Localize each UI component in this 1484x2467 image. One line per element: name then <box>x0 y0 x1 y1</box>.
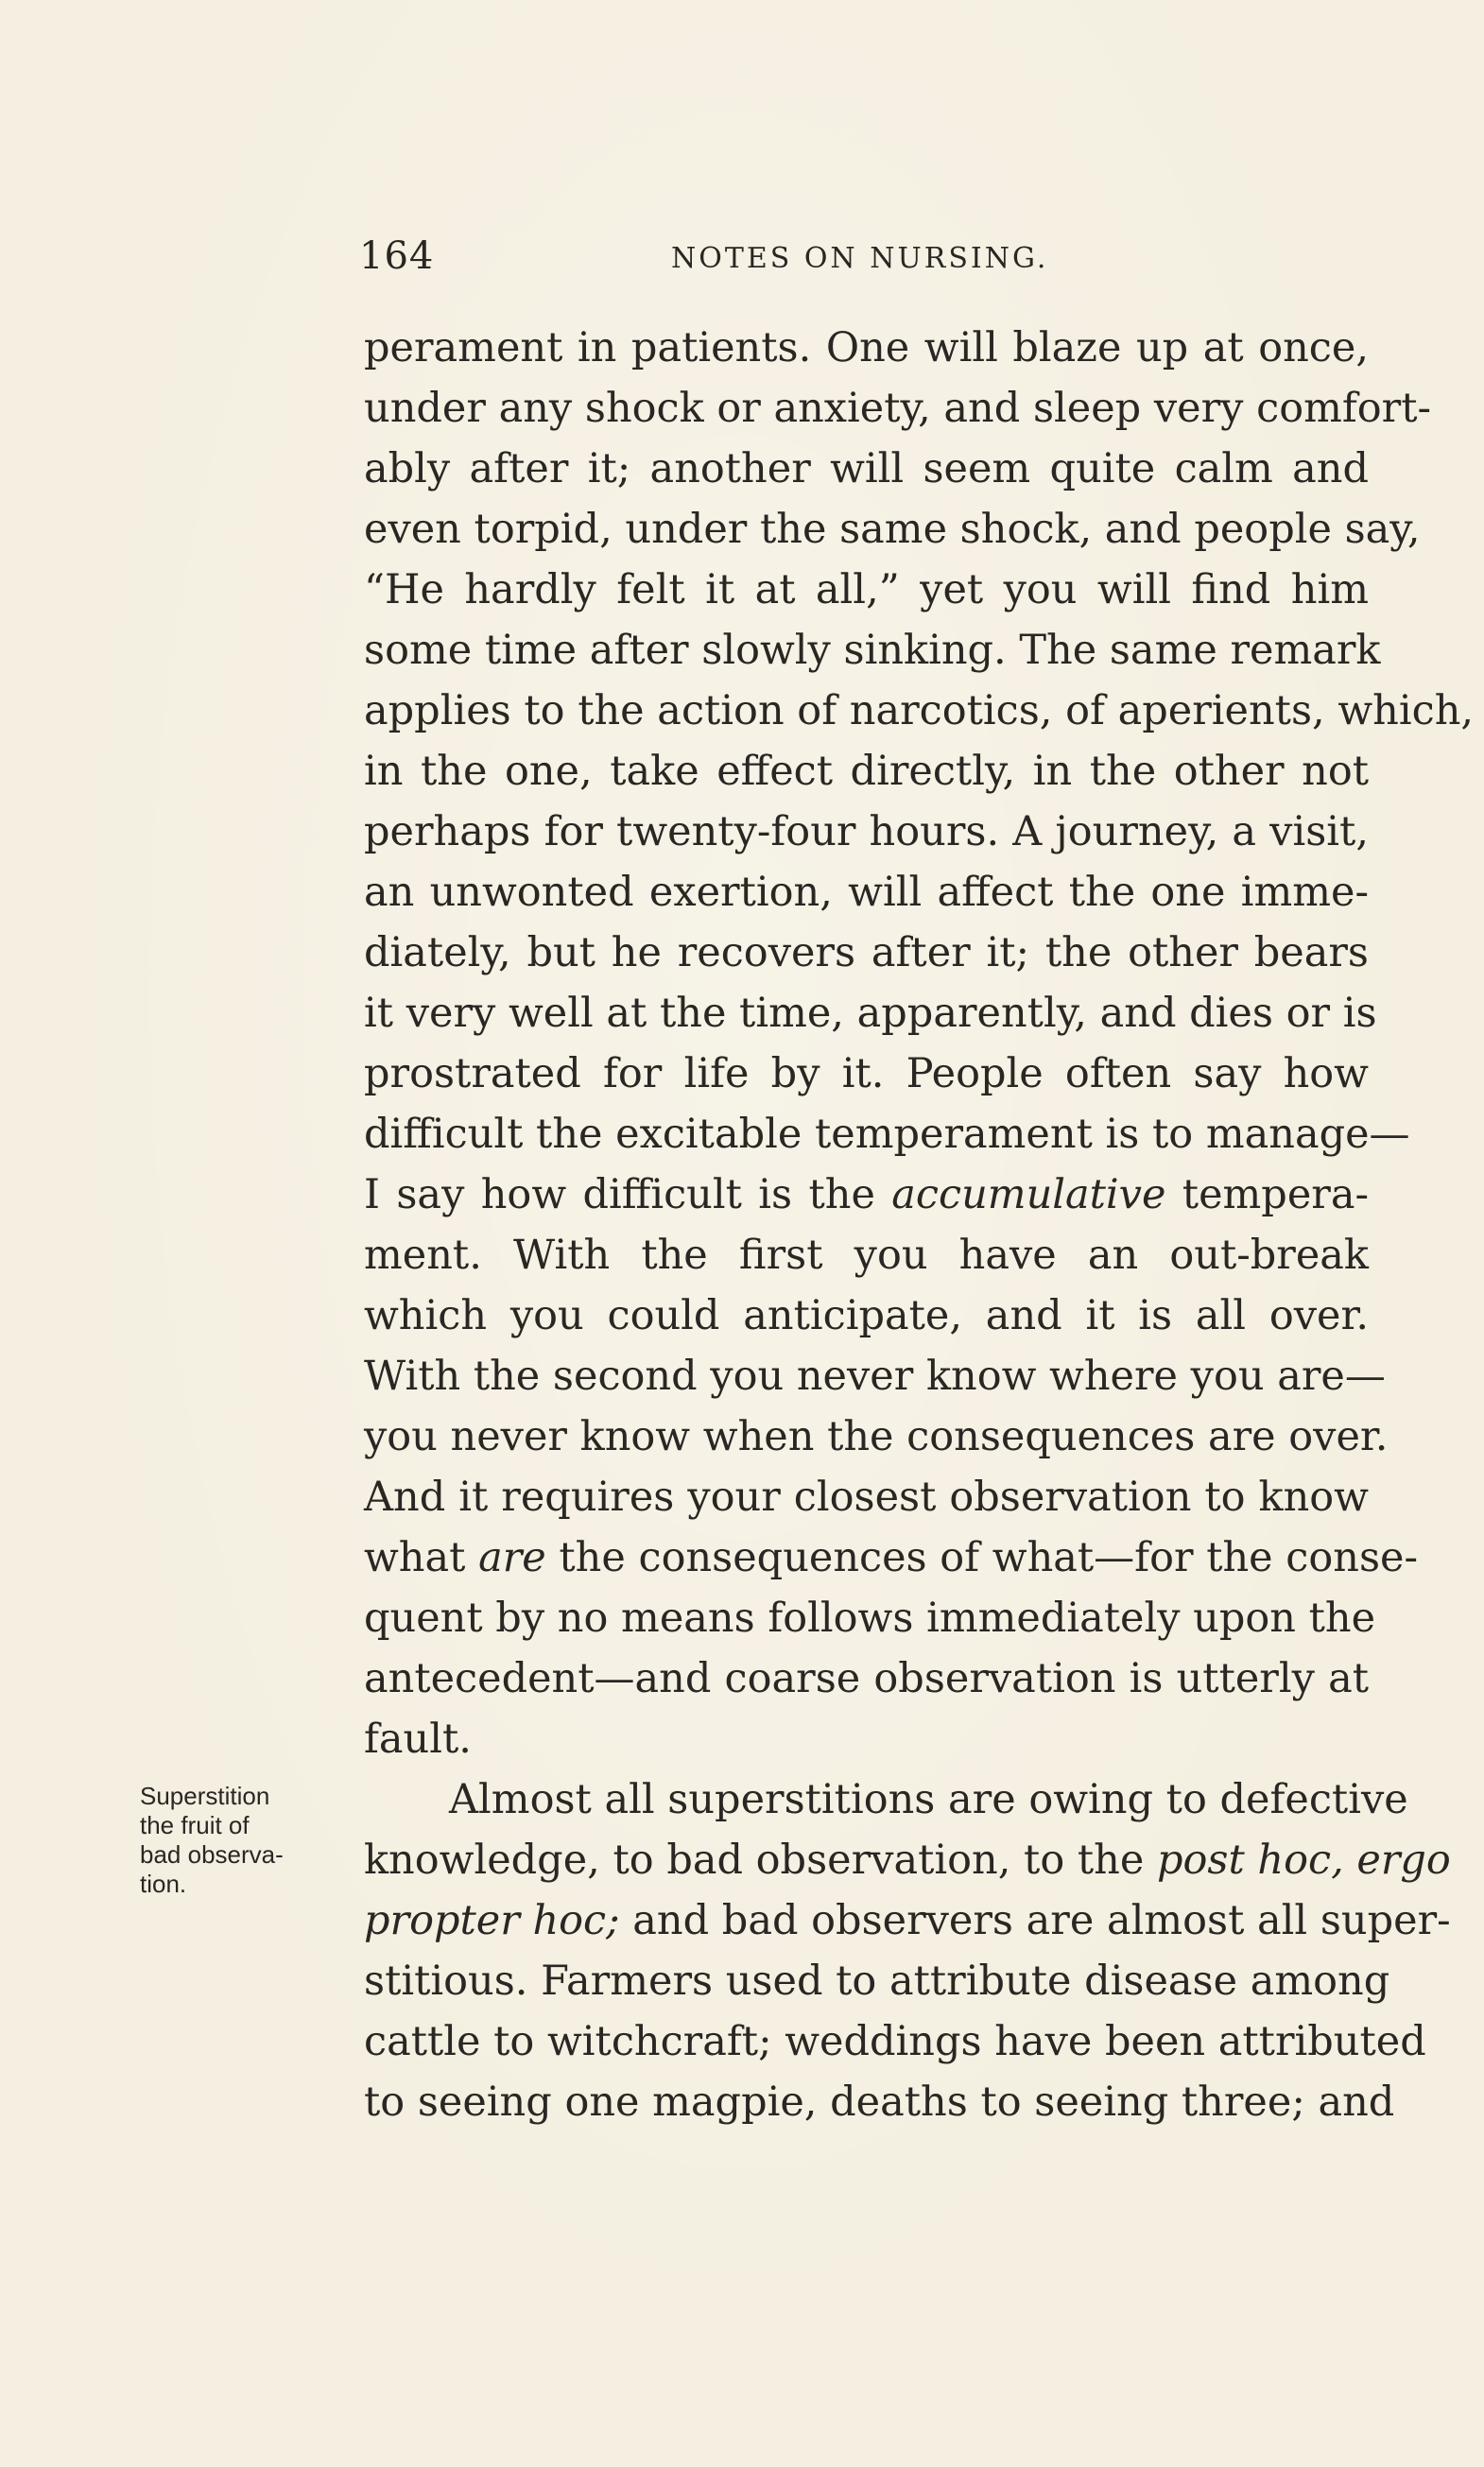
text-line <box>364 1890 1451 1951</box>
text-line: fault. <box>364 1716 472 1763</box>
text-run: the consequences of what—for the conse- <box>545 1534 1419 1581</box>
text-line: difficult the excitable temperament is to manage— <box>364 1111 1410 1158</box>
text-line: perament in patients. One will blaze up at once, <box>364 324 1369 371</box>
text-line: it very well at the time, apparently, and dies or is <box>364 990 1377 1037</box>
margin-note <box>140 1782 338 1899</box>
emphasis-text: accumulative <box>891 1171 1166 1218</box>
text-line: And it requires your closest observation to know <box>364 1474 1369 1521</box>
margin-note-line: bad observa- <box>140 1840 284 1869</box>
text-run: tempera- <box>1165 1171 1369 1218</box>
running-head: NOTES ON NURSING. <box>671 242 1049 275</box>
page-header <box>359 234 1369 291</box>
text-line: some time after slowly sinking. The same remark <box>364 627 1381 674</box>
text-line: in the one, take effect directly, in the other not <box>364 748 1369 795</box>
text-line <box>364 1527 1419 1588</box>
text-run: and bad observers are almost all super- <box>619 1897 1451 1944</box>
margin-note-line: Superstition <box>140 1782 270 1810</box>
text-line: prostrated for life by it. People often say how <box>364 1050 1369 1097</box>
text-line: even torpid, under the same shock, and people say, <box>364 506 1421 553</box>
text-line: an unwonted exertion, will affect the one imme- <box>364 869 1369 916</box>
text-line <box>364 1164 1369 1225</box>
body-text <box>364 318 1475 2132</box>
emphasis-text: post hoc, ergo <box>1156 1837 1451 1884</box>
text-line: to seeing one magpie, deaths to seeing three; and <box>364 2079 1395 2126</box>
text-line: diately, but he recovers after it; the other bears <box>364 929 1369 976</box>
text-line: which you could anticipate, and it is all over. <box>364 1292 1369 1339</box>
emphasis-text: are <box>478 1534 546 1581</box>
text-run: I say how difficult is the <box>364 1171 892 1218</box>
emphasis-text: propter hoc; <box>364 1897 620 1944</box>
text-line: perhaps for twenty-four hours. A journey, a visit, <box>364 808 1369 855</box>
text-line: applies to the action of narcotics, of aperients, which, <box>364 687 1475 734</box>
text-line: With the second you never know where you are— <box>364 1353 1386 1400</box>
text-line <box>364 1830 1451 1890</box>
text-line: quent by no means follows immediately upon the <box>364 1595 1376 1642</box>
text-line: ably after it; another will seem quite calm and <box>364 445 1369 492</box>
text-line: stitious. Farmers used to attribute disease among <box>364 1958 1390 2005</box>
page-number: 164 <box>359 234 435 278</box>
margin-note-line: tion. <box>140 1870 187 1898</box>
text-line: under any shock or anxiety, and sleep very comfort- <box>364 385 1432 432</box>
text-line: antecedent—and coarse observation is utterly at <box>364 1655 1369 1702</box>
text-line: “He hardly felt it at all,” yet you will find him <box>364 566 1369 613</box>
text-line: you never know when the consequences are over. <box>364 1413 1389 1460</box>
text-line: cattle to witchcraft; weddings have been attributed <box>364 2018 1426 2065</box>
margin-note-line: the fruit of <box>140 1811 250 1839</box>
paragraph-start-line: Almost all superstitions are owing to defective <box>449 1776 1408 1823</box>
text-line: ment. With the first you have an out-break <box>364 1232 1369 1279</box>
text-run: knowledge, to bad observation, to the <box>364 1837 1157 1884</box>
text-run: what <box>364 1534 479 1581</box>
